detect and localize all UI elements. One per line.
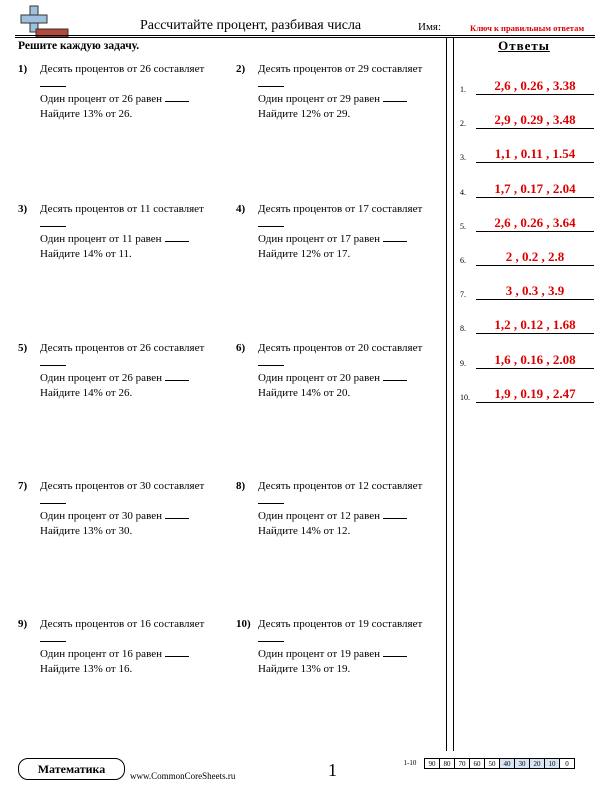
problem-text	[258, 341, 448, 401]
problem-line-2: Один процент от 12 равен	[258, 510, 380, 522]
score-cell: 30	[515, 758, 530, 769]
score-range-label: 1-10	[403, 759, 417, 767]
problem-line-2-wrap	[40, 371, 230, 386]
answer-row	[456, 142, 596, 164]
answer-blank[interactable]	[40, 217, 230, 232]
problem-line-2-wrap	[258, 509, 448, 524]
answer-blank[interactable]	[258, 356, 448, 371]
score-cell: 70	[455, 758, 470, 769]
answer-number: 9.	[460, 358, 466, 368]
site-url: www.CommonCoreSheets.ru	[130, 771, 236, 781]
problem-number: 4)	[236, 203, 246, 215]
problem-text	[258, 62, 448, 122]
answer-blank[interactable]	[383, 509, 407, 519]
problem-line-3: Найдите 13% от 19.	[258, 663, 351, 675]
answer-value: 2,6 , 0.26 , 3.38	[476, 78, 594, 95]
problem-line-2: Один процент от 20 равен	[258, 372, 380, 384]
answer-key-label: Ключ к правильным ответам	[470, 23, 585, 33]
problem-number: 7)	[18, 480, 28, 492]
problem-number: 5)	[18, 342, 28, 354]
score-cell: 80	[440, 758, 455, 769]
problem-line-2-wrap	[258, 371, 448, 386]
problem-text	[40, 62, 230, 122]
answer-blank[interactable]	[383, 371, 407, 381]
problem-line-1: Десять процентов от 17 составляет	[258, 203, 423, 215]
answer-row	[456, 245, 596, 267]
answer-value: 1,1 , 0.11 , 1.54	[476, 146, 594, 163]
problem-line-1: Десять процентов от 20 составляет	[258, 342, 423, 354]
answer-number: 8.	[460, 324, 466, 334]
problem-line-3: Найдите 13% от 30.	[40, 525, 133, 537]
answer-blank[interactable]	[383, 232, 407, 242]
answer-number: 10.	[460, 392, 470, 402]
problem-line-2-wrap	[258, 92, 448, 107]
score-cell: 60	[470, 758, 485, 769]
problem-line-3: Найдите 14% от 26.	[40, 387, 133, 399]
problem-line-2: Один процент от 16 равен	[40, 648, 162, 660]
answer-number: 5.	[460, 221, 466, 231]
problem-number: 1)	[18, 63, 28, 75]
problem-line-3: Найдите 12% от 17.	[258, 248, 351, 260]
answer-blank[interactable]	[258, 77, 448, 92]
answer-blank[interactable]	[165, 647, 189, 657]
problem-line-2-wrap	[40, 509, 230, 524]
problem-text	[258, 479, 448, 539]
answer-blank[interactable]	[40, 494, 230, 509]
problem-number: 6)	[236, 342, 246, 354]
problem-line-2: Один процент от 30 равен	[40, 510, 162, 522]
answers-title: Ответы	[498, 38, 550, 53]
problem-line-3: Найдите 14% от 11.	[40, 248, 132, 260]
problem-text	[258, 202, 448, 262]
problem-line-1: Десять процентов от 11 составляет	[40, 203, 204, 215]
answer-number: 1.	[460, 85, 466, 94]
problem-line-3: Найдите 13% от 16.	[40, 663, 133, 675]
answer-blank[interactable]	[258, 494, 448, 509]
answer-number: 7.	[460, 290, 466, 300]
problem-line-2: Один процент от 29 равен	[258, 93, 380, 105]
answer-blank[interactable]	[165, 509, 189, 519]
answer-row	[456, 108, 596, 130]
problem-line-1: Десять процентов от 30 составляет	[40, 480, 205, 492]
problem-text	[40, 479, 230, 539]
answer-row	[456, 211, 596, 233]
answer-row	[456, 74, 596, 96]
answer-row	[456, 348, 596, 370]
answer-blank[interactable]	[40, 356, 230, 371]
problem-number: 3)	[18, 203, 28, 215]
problem-line-2-wrap	[40, 92, 230, 107]
answer-row	[456, 313, 596, 335]
score-cell: 50	[485, 758, 500, 769]
answer-blank[interactable]	[40, 632, 230, 647]
answer-number: 4.	[460, 187, 466, 197]
problem-line-1: Десять процентов от 29 составляет	[258, 63, 423, 75]
problem-text	[258, 617, 448, 677]
score-cell: 0	[560, 758, 575, 769]
problem-line-2-wrap	[258, 647, 448, 662]
answer-blank[interactable]	[40, 77, 230, 92]
problem-number: 8)	[236, 480, 246, 492]
problem-number: 10)	[236, 618, 251, 630]
score-cell: 10	[545, 758, 560, 769]
problem-line-2-wrap	[40, 647, 230, 662]
answer-value: 1,9 , 0.19 , 2.47	[476, 386, 594, 403]
worksheet-title: Рассчитайте процент, разбивая числа	[140, 18, 362, 33]
problem-line-3: Найдите 14% от 12.	[258, 525, 351, 537]
problem-number: 2)	[236, 63, 246, 75]
problem-line-3: Найдите 14% от 20.	[258, 387, 351, 399]
answer-value: 2 , 0.2 , 2.8	[476, 249, 594, 266]
problem-text	[40, 617, 230, 677]
name-label: Имя:	[418, 21, 442, 33]
problem-line-3: Найдите 13% от 26.	[40, 108, 133, 120]
answer-row	[456, 279, 596, 301]
problem-text	[40, 341, 230, 401]
score-scale	[396, 758, 575, 769]
answer-row	[456, 177, 596, 199]
score-cell: 20	[530, 758, 545, 769]
page-number: 1	[328, 760, 337, 780]
problem-line-2: Один процент от 17 равен	[258, 233, 380, 245]
answer-number: 2.	[460, 119, 466, 129]
problem-line-1: Десять процентов от 26 составляет	[40, 342, 205, 354]
answer-value: 1,2 , 0.12 , 1.68	[476, 317, 594, 334]
answer-blank[interactable]	[258, 217, 448, 232]
problem-line-1: Десять процентов от 12 составляет	[258, 480, 423, 492]
problem-line-1: Десять процентов от 19 составляет	[258, 618, 423, 630]
answer-value: 1,7 , 0.17 , 2.04	[476, 181, 594, 198]
problem-line-1: Десять процентов от 26 составляет	[40, 63, 205, 75]
answer-blank[interactable]	[383, 647, 407, 657]
header-rule	[15, 35, 595, 36]
instructions: Решите каждую задачу.	[18, 40, 140, 52]
answer-value: 2,9 , 0.29 , 3.48	[476, 112, 594, 129]
subject-badge: Математика	[18, 758, 125, 780]
problem-line-2: Один процент от 11 равен	[40, 233, 162, 245]
column-divider-2	[453, 37, 454, 751]
problem-line-2-wrap	[40, 232, 230, 247]
answer-blank[interactable]	[165, 371, 189, 381]
answer-value: 2,6 , 0.26 , 3.64	[476, 215, 594, 232]
problem-line-2: Один процент от 19 равен	[258, 648, 380, 660]
problem-line-2: Один процент от 26 равен	[40, 93, 162, 105]
answer-number: 3.	[460, 153, 466, 163]
answer-blank[interactable]	[258, 632, 448, 647]
score-cell: 40	[500, 758, 515, 769]
problem-line-3: Найдите 12% от 29.	[258, 108, 351, 120]
answer-blank[interactable]	[165, 232, 189, 242]
answer-blank[interactable]	[165, 92, 189, 102]
answer-value: 3 , 0.3 , 3.9	[476, 283, 594, 300]
answer-value: 1,6 , 0.16 , 2.08	[476, 352, 594, 369]
score-cell: 90	[424, 758, 440, 769]
problem-line-2-wrap	[258, 232, 448, 247]
answer-number: 6.	[460, 256, 466, 265]
answer-row	[456, 382, 596, 404]
problem-line-1: Десять процентов от 16 составляет	[40, 618, 205, 630]
answer-blank[interactable]	[383, 92, 407, 102]
plus-minus-logo-icon	[18, 5, 70, 39]
problem-number: 9)	[18, 618, 28, 630]
problem-text	[40, 202, 230, 262]
problem-line-2: Один процент от 26 равен	[40, 372, 162, 384]
